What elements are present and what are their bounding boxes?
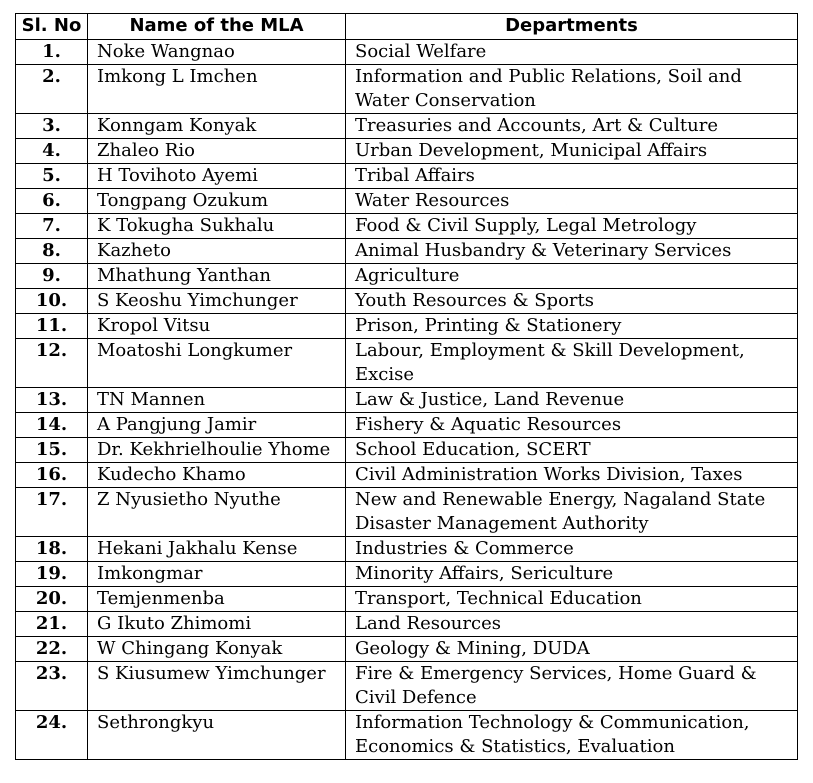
mla-name-cell: A Pangjung Jamir	[88, 413, 346, 438]
departments-cell: Industries & Commerce	[346, 537, 798, 562]
table-row	[16, 711, 798, 760]
sl-no-cell: 1.	[16, 40, 88, 65]
mla-name-cell: K Tokugha Sukhalu	[88, 214, 346, 239]
mla-name-cell: Dr. Kekhrielhoulie Yhome	[88, 438, 346, 463]
sl-no-cell: 3.	[16, 114, 88, 139]
table-row	[16, 214, 798, 239]
sl-no-cell: 8.	[16, 239, 88, 264]
sl-no-cell: 14.	[16, 413, 88, 438]
departments-cell: Information and Public Relations, Soil and Water Conservation	[346, 65, 798, 114]
mla-name-cell: Moatoshi Longkumer	[88, 339, 346, 388]
departments-cell: Geology & Mining, DUDA	[346, 637, 798, 662]
sl-no-cell: 21.	[16, 612, 88, 637]
mla-name-cell: G Ikuto Zhimomi	[88, 612, 346, 637]
table-row	[16, 463, 798, 488]
mla-name-cell: W Chingang Konyak	[88, 637, 346, 662]
departments-cell: Civil Administration Works Division, Taxes	[346, 463, 798, 488]
table-row	[16, 239, 798, 264]
sl-no-cell: 15.	[16, 438, 88, 463]
table-row	[16, 289, 798, 314]
table-row	[16, 314, 798, 339]
header-departments: Departments	[346, 14, 798, 40]
departments-cell: Prison, Printing & Stationery	[346, 314, 798, 339]
departments-cell: New and Renewable Energy, Nagaland State Disaster Management Authority	[346, 488, 798, 537]
sl-no-cell: 5.	[16, 164, 88, 189]
sl-no-cell: 2.	[16, 65, 88, 114]
table-row	[16, 413, 798, 438]
sl-no-cell: 12.	[16, 339, 88, 388]
mla-name-cell: Konngam Konyak	[88, 114, 346, 139]
table-row	[16, 65, 798, 114]
table-row	[16, 339, 798, 388]
sl-no-cell: 18.	[16, 537, 88, 562]
sl-no-cell: 13.	[16, 388, 88, 413]
table-row	[16, 114, 798, 139]
header-row	[16, 14, 798, 40]
table-row	[16, 139, 798, 164]
table-row	[16, 537, 798, 562]
departments-cell: Labour, Employment & Skill Development, Excise	[346, 339, 798, 388]
departments-cell: Tribal Affairs	[346, 164, 798, 189]
table-body	[16, 40, 798, 760]
table-row	[16, 587, 798, 612]
departments-cell: Fire & Emergency Services, Home Guard & Civil Defence	[346, 662, 798, 711]
sl-no-cell: 10.	[16, 289, 88, 314]
table-row	[16, 488, 798, 537]
departments-cell: Treasuries and Accounts, Art & Culture	[346, 114, 798, 139]
sl-no-cell: 16.	[16, 463, 88, 488]
mla-name-cell: Kropol Vitsu	[88, 314, 346, 339]
table-row	[16, 637, 798, 662]
table-row	[16, 612, 798, 637]
table-row	[16, 40, 798, 65]
sl-no-cell: 7.	[16, 214, 88, 239]
header-mla-name: Name of the MLA	[88, 14, 346, 40]
mla-name-cell: Noke Wangnao	[88, 40, 346, 65]
departments-cell: Land Resources	[346, 612, 798, 637]
mla-name-cell: S Kiusumew Yimchunger	[88, 662, 346, 711]
mla-name-cell: TN Mannen	[88, 388, 346, 413]
mla-name-cell: Kazheto	[88, 239, 346, 264]
sl-no-cell: 24.	[16, 711, 88, 760]
mla-name-cell: Temjenmenba	[88, 587, 346, 612]
mla-name-cell: Zhaleo Rio	[88, 139, 346, 164]
departments-cell: Information Technology & Communication, Economics & Statistics, Evaluation	[346, 711, 798, 760]
sl-no-cell: 11.	[16, 314, 88, 339]
departments-cell: Fishery & Aquatic Resources	[346, 413, 798, 438]
departments-cell: Social Welfare	[346, 40, 798, 65]
sl-no-cell: 22.	[16, 637, 88, 662]
mla-name-cell: Sethrongkyu	[88, 711, 346, 760]
table-row	[16, 662, 798, 711]
mla-name-cell: Tongpang Ozukum	[88, 189, 346, 214]
table-row	[16, 164, 798, 189]
departments-cell: Transport, Technical Education	[346, 587, 798, 612]
departments-cell: Urban Development, Municipal Affairs	[346, 139, 798, 164]
table-row	[16, 388, 798, 413]
departments-cell: Minority Affairs, Sericulture	[346, 562, 798, 587]
mla-name-cell: Z Nyusietho Nyuthe	[88, 488, 346, 537]
sl-no-cell: 19.	[16, 562, 88, 587]
table-row	[16, 189, 798, 214]
sl-no-cell: 17.	[16, 488, 88, 537]
mla-name-cell: Imkong L Imchen	[88, 65, 346, 114]
departments-cell: School Education, SCERT	[346, 438, 798, 463]
table-row	[16, 264, 798, 289]
sl-no-cell: 20.	[16, 587, 88, 612]
sl-no-cell: 4.	[16, 139, 88, 164]
mla-name-cell: Imkongmar	[88, 562, 346, 587]
mla-name-cell: Hekani Jakhalu Kense	[88, 537, 346, 562]
header-sl-no: Sl. No	[16, 14, 88, 40]
mla-name-cell: Mhathung Yanthan	[88, 264, 346, 289]
sl-no-cell: 9.	[16, 264, 88, 289]
mla-name-cell: H Tovihoto Ayemi	[88, 164, 346, 189]
departments-cell: Youth Resources & Sports	[346, 289, 798, 314]
sl-no-cell: 6.	[16, 189, 88, 214]
departments-cell: Food & Civil Supply, Legal Metrology	[346, 214, 798, 239]
sl-no-cell: 23.	[16, 662, 88, 711]
table-row	[16, 562, 798, 587]
departments-cell: Agriculture	[346, 264, 798, 289]
departments-cell: Animal Husbandry & Veterinary Services	[346, 239, 798, 264]
mla-departments-table	[15, 13, 798, 760]
table-row	[16, 438, 798, 463]
mla-name-cell: Kudecho Khamo	[88, 463, 346, 488]
departments-cell: Law & Justice, Land Revenue	[346, 388, 798, 413]
mla-name-cell: S Keoshu Yimchunger	[88, 289, 346, 314]
departments-cell: Water Resources	[346, 189, 798, 214]
